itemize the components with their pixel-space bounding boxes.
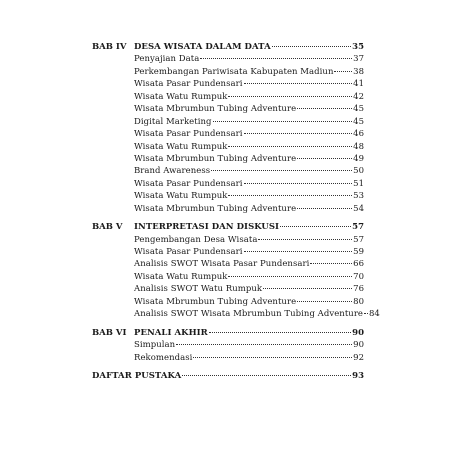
dot-leader — [228, 96, 352, 97]
toc-entry — [92, 296, 364, 308]
toc-entry — [92, 308, 380, 320]
toc-entry — [92, 246, 364, 258]
entry-title: Rekomendasi — [134, 352, 193, 363]
dot-leader — [258, 239, 352, 240]
entry-title: DESA WISATA DALAM DATA — [134, 42, 271, 52]
entry-title: Simpulan — [134, 340, 176, 351]
dot-leader — [244, 183, 353, 184]
dot-leader — [297, 208, 352, 209]
entry-title: Wisata Mbrumbun Tubing Adventure — [134, 104, 297, 115]
dot-leader — [272, 46, 351, 47]
page-number: 57 — [352, 222, 364, 233]
toc-entry — [92, 234, 364, 246]
page-number: 90 — [353, 340, 364, 351]
page-number: 45 — [353, 116, 364, 127]
entry-title: Wisata Pasar Pundensari — [134, 129, 243, 140]
dot-leader — [244, 133, 353, 134]
dot-leader — [297, 158, 352, 159]
toc-entry — [92, 116, 364, 128]
toc-entry — [92, 352, 364, 364]
table-of-contents — [92, 41, 380, 382]
page-number: 37 — [353, 54, 364, 65]
dot-leader — [244, 83, 353, 84]
toc-entry — [92, 203, 364, 215]
page-number: 66 — [353, 259, 364, 270]
toc-entry — [92, 339, 364, 351]
toc-chapter — [92, 327, 364, 339]
page-number: 54 — [353, 203, 364, 214]
page-number: 41 — [353, 79, 364, 90]
page-number: 92 — [353, 352, 364, 363]
dot-leader — [297, 108, 352, 109]
page-number: 53 — [353, 191, 364, 202]
toc-entry — [92, 128, 364, 140]
toc-entry — [92, 53, 364, 65]
page-number: 45 — [353, 104, 364, 115]
toc-entry — [92, 283, 364, 295]
dot-leader — [334, 71, 352, 72]
dot-leader — [228, 195, 352, 196]
entry-title: Penyajian Data — [134, 54, 200, 65]
entry-title: Analisis SWOT Wisata Mbrumbun Tubing Adventure — [134, 309, 364, 320]
toc-entry — [92, 190, 364, 202]
dot-leader — [182, 375, 351, 376]
toc-entry — [92, 178, 364, 190]
page-number: 90 — [352, 327, 364, 338]
entry-title: Wisata Pasar Pundensari — [134, 178, 243, 189]
toc-entry — [92, 103, 364, 115]
page-number: 38 — [353, 66, 364, 77]
entry-title: Wisata Pasar Pundensari — [134, 247, 243, 257]
entry-title: Digital Marketing — [134, 116, 212, 127]
dot-leader — [310, 263, 352, 264]
page-number: 50 — [353, 166, 364, 177]
entry-title: INTERPRETASI DAN DISKUSI — [134, 222, 280, 233]
dot-leader — [200, 58, 352, 59]
page-number: 46 — [353, 129, 364, 140]
toc-bibliography — [92, 370, 364, 382]
dot-leader — [213, 121, 353, 122]
entry-title: Perkembangan Pariwisata Kabupaten Madiun — [134, 66, 334, 77]
chapter-label: BAB V — [92, 222, 123, 233]
page-number: 35 — [352, 42, 364, 52]
chapter-label: BAB IV — [92, 42, 127, 52]
page-number: 57 — [353, 234, 364, 245]
page-number: 49 — [353, 153, 364, 164]
dot-leader — [244, 251, 353, 252]
page-number: 93 — [352, 370, 364, 381]
toc-entry — [92, 141, 364, 153]
entry-title: Wisata Watu Rumpuk — [134, 141, 228, 152]
entry-title: Wisata Watu Rumpuk — [134, 91, 228, 102]
dot-leader — [193, 357, 352, 358]
dot-leader — [297, 301, 352, 302]
toc-entry — [92, 271, 364, 283]
dot-leader — [228, 146, 352, 147]
entry-title: Wisata Watu Rumpuk — [134, 271, 228, 282]
entry-title: Wisata Mbrumbun Tubing Adventure — [134, 296, 297, 307]
dot-leader — [364, 313, 368, 314]
page-number: 76 — [353, 284, 364, 295]
entry-title: Pengembangan Desa Wisata — [134, 234, 258, 245]
dot-leader — [176, 344, 352, 345]
entry-title: Wisata Mbrumbun Tubing Adventure — [134, 153, 297, 164]
toc-entry — [92, 165, 364, 177]
page-number: 51 — [353, 178, 364, 189]
toc-entry — [92, 91, 364, 103]
page-number: 42 — [353, 91, 364, 102]
entry-title: Analisis SWOT Watu Rumpuk — [134, 284, 263, 295]
entry-title: Analisis SWOT Wisata Pasar Pundensari — [134, 259, 310, 270]
entry-title: DAFTAR PUSTAKA — [92, 370, 182, 381]
page-number: 59 — [353, 247, 364, 257]
entry-title: Wisata Pasar Pundensari — [134, 79, 243, 90]
chapter-label: BAB VI — [92, 327, 127, 338]
toc-entry — [92, 153, 364, 165]
dot-leader — [280, 226, 351, 227]
entry-title: Brand Awareness — [134, 166, 211, 177]
dot-leader — [211, 170, 352, 171]
page-number: 80 — [353, 296, 364, 307]
entry-title: PENALI AKHIR — [134, 327, 208, 338]
entry-title: Wisata Mbrumbun Tubing Adventure — [134, 203, 297, 214]
dot-leader — [263, 288, 352, 289]
toc-chapter — [92, 221, 364, 233]
toc-entry — [92, 66, 364, 78]
page-number: 48 — [353, 141, 364, 152]
page-number: 84 — [369, 309, 380, 320]
entry-title: Wisata Watu Rumpuk — [134, 191, 228, 202]
page-number: 70 — [353, 271, 364, 282]
toc-entry — [92, 258, 364, 270]
toc-entry — [92, 78, 364, 90]
dot-leader — [228, 276, 352, 277]
toc-chapter — [92, 41, 364, 53]
dot-leader — [209, 332, 351, 333]
